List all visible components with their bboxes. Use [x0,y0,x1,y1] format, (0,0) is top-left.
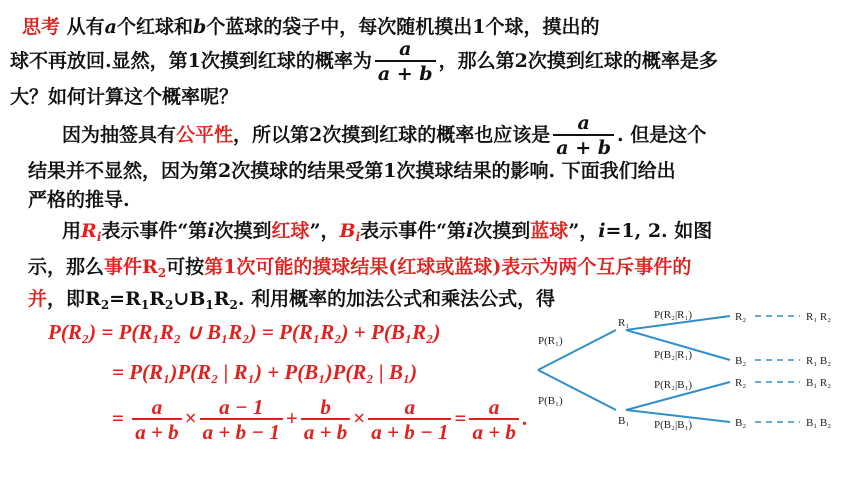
outcome-r2-a: R₂ [735,311,747,323]
reason-line-3: 严格的推导. [28,189,130,211]
definition-line-1: 用$R_i$表示事件“第i次摸到红球”，$B_i$表示事件“第i次摸到蓝球”，i=1, 2. 如图 [62,220,713,244]
equation-line-2: = P(R₁)P(R₂ | R₁) + P(B₁)P(R₂ | B₁) [112,360,418,384]
event-R-i: $R_i$ [81,220,102,244]
fairness-term: 公平性 [176,124,234,146]
fraction-a-over-a-plus-b-2: $\frac{a}{a + b}$ [553,112,614,160]
result-b1r2: B₁ R₂ [806,377,832,389]
definition-line-3: 并，即$R_2=R_1R_2\cup B_1R_2$. 利用概率的加法公式和乘法公式，得 [28,288,556,312]
result-r1r2: R₁ R₂ [806,311,832,323]
label-b2-given-b1: P(B₂|B₁) [654,419,692,431]
intro-line-1: 思考 从有a个红球和b个蓝球的袋子中，每次随机摸出1个球，摸出的 [22,16,600,38]
node-r1: R₁ [618,317,630,329]
label-p-b1: P(B₁) [538,395,563,407]
intro-line-3: 大？如何计算这个概率呢？ [10,86,239,108]
outcome-b2-b: B₂ [735,417,747,429]
equation-line-1: P(R₂) = P(R₁R₂ ∪ B₁R₂) = P(R₁R₂) + P(B₁R₂) [48,320,441,344]
outcome-r2-b: R₂ [735,377,747,389]
fraction-a-over-a-plus-b: $\frac{a}{a + b}$ [375,38,436,86]
label-r2-given-b1: P(R₂|B₁) [654,379,692,391]
equation-line-3: = $\frac{a}{a + b}$ × $\frac{a - 1}{a + b - 1}$ + $\frac{b}{a + b}$ × $\frac{a}{a + b - 1}$ = $\frac{a}{a + b}$ . [112,395,528,444]
label-b2-given-r1: P(B₂|R₁) [654,349,692,361]
result-r1b2: R₁ B₂ [806,355,832,367]
intro-line-2: 球不再放回.显然，第1次摸到红球的概率为 $\frac{a}{a + b}$ ，那么第2次摸到红球的概率是多 [10,38,718,85]
label-p-r1: P(R₁) [538,335,563,347]
think-label: 思考 [22,16,61,38]
probability-tree-diagram [530,302,850,442]
outcome-b2-a: B₂ [735,355,747,367]
label-r2-given-r1: P(R₂|R₁) [654,309,692,321]
reason-line-2: 结果并不显然，因为第2次摸球的结果受第1次摸球结果的影响. 下面我们给出 [28,160,676,182]
definition-line-2: 示，那么事件$R_2$可按第1次可能的摸球结果(红球或蓝球)表示为两个互斥事件的 [28,256,692,280]
node-b1: B₁ [618,415,630,427]
reason-line-1: 因为抽签具有公平性，所以第2次摸到红球的概率也应该是 $\frac{a}{a + b}$ . 但是这个 [62,112,707,159]
result-b1b2: B₁ B₂ [806,417,832,429]
event-B-i: $B_i$ [339,220,361,244]
